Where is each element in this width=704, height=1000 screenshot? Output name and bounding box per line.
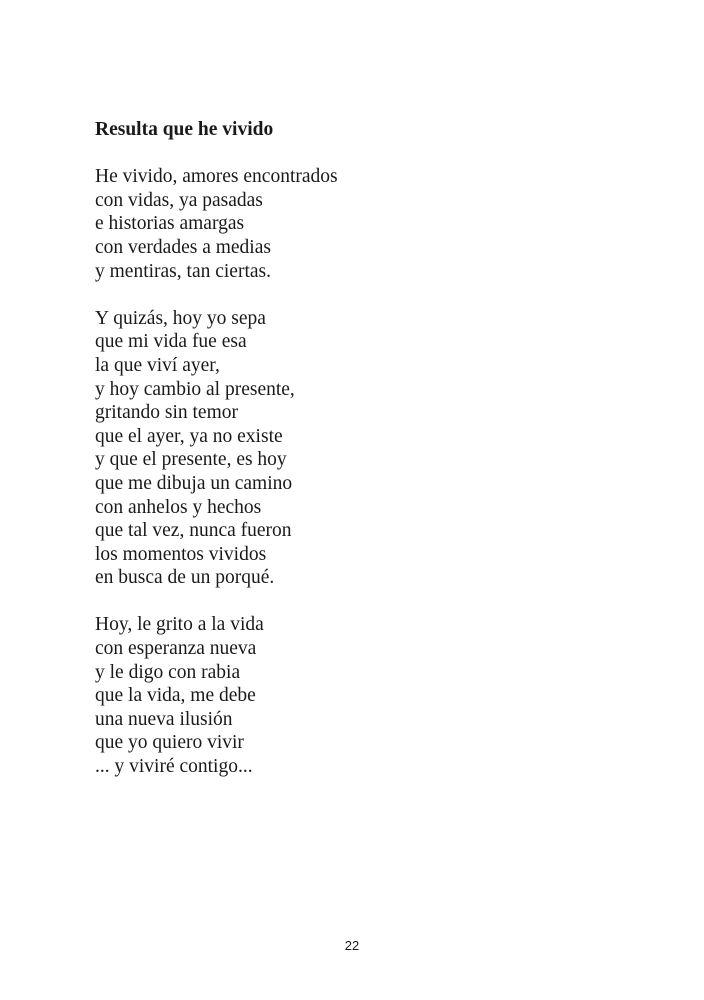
poem-title: Resulta que he vivido (95, 119, 274, 140)
poem-line: en busca de un porqué. (95, 567, 275, 589)
poem-line: y que el presente, es hoy (95, 449, 287, 471)
poem-line: con verdades a medias (95, 236, 271, 258)
page-number: 22 (344, 938, 360, 953)
poem-line: e historias amargas (95, 213, 245, 235)
poem-line: He vivido, amores encontrados (95, 166, 338, 188)
poem-line: con esperanza nueva (95, 638, 257, 660)
poem-line: y mentiras, tan ciertas. (95, 260, 271, 282)
poem-line: con anhelos y hechos (95, 496, 262, 518)
poem-line: los momentos vividos (95, 543, 267, 565)
poem-line: que mi vida fue esa (95, 331, 247, 353)
poem-line: que me dibuja un camino (95, 472, 293, 494)
poem-line: una nueva ilusión (95, 708, 233, 730)
poem-line: que el ayer, ya no existe (95, 425, 283, 447)
poem-line: la que viví ayer, (95, 354, 220, 376)
stanza-1 (95, 165, 615, 283)
stanza-3 (95, 613, 615, 778)
poem (95, 118, 615, 802)
poem-line: que tal vez, nunca fueron (95, 520, 292, 542)
poem-line: que la vida, me debe (95, 685, 256, 707)
poem-line: con vidas, ya pasadas (95, 189, 263, 211)
poem-line: y le digo con rabia (95, 661, 241, 683)
poem-line: Y quizás, hoy yo sepa (95, 307, 266, 329)
poem-line: y hoy cambio al presente, (95, 378, 295, 400)
poem-line: Hoy, le grito a la vida (95, 614, 264, 636)
poem-line: que yo quiero vivir (95, 732, 244, 754)
stanza-2 (95, 307, 615, 590)
poem-line: gritando sin temor (95, 402, 238, 424)
poem-line: ... y viviré contigo... (95, 756, 253, 778)
